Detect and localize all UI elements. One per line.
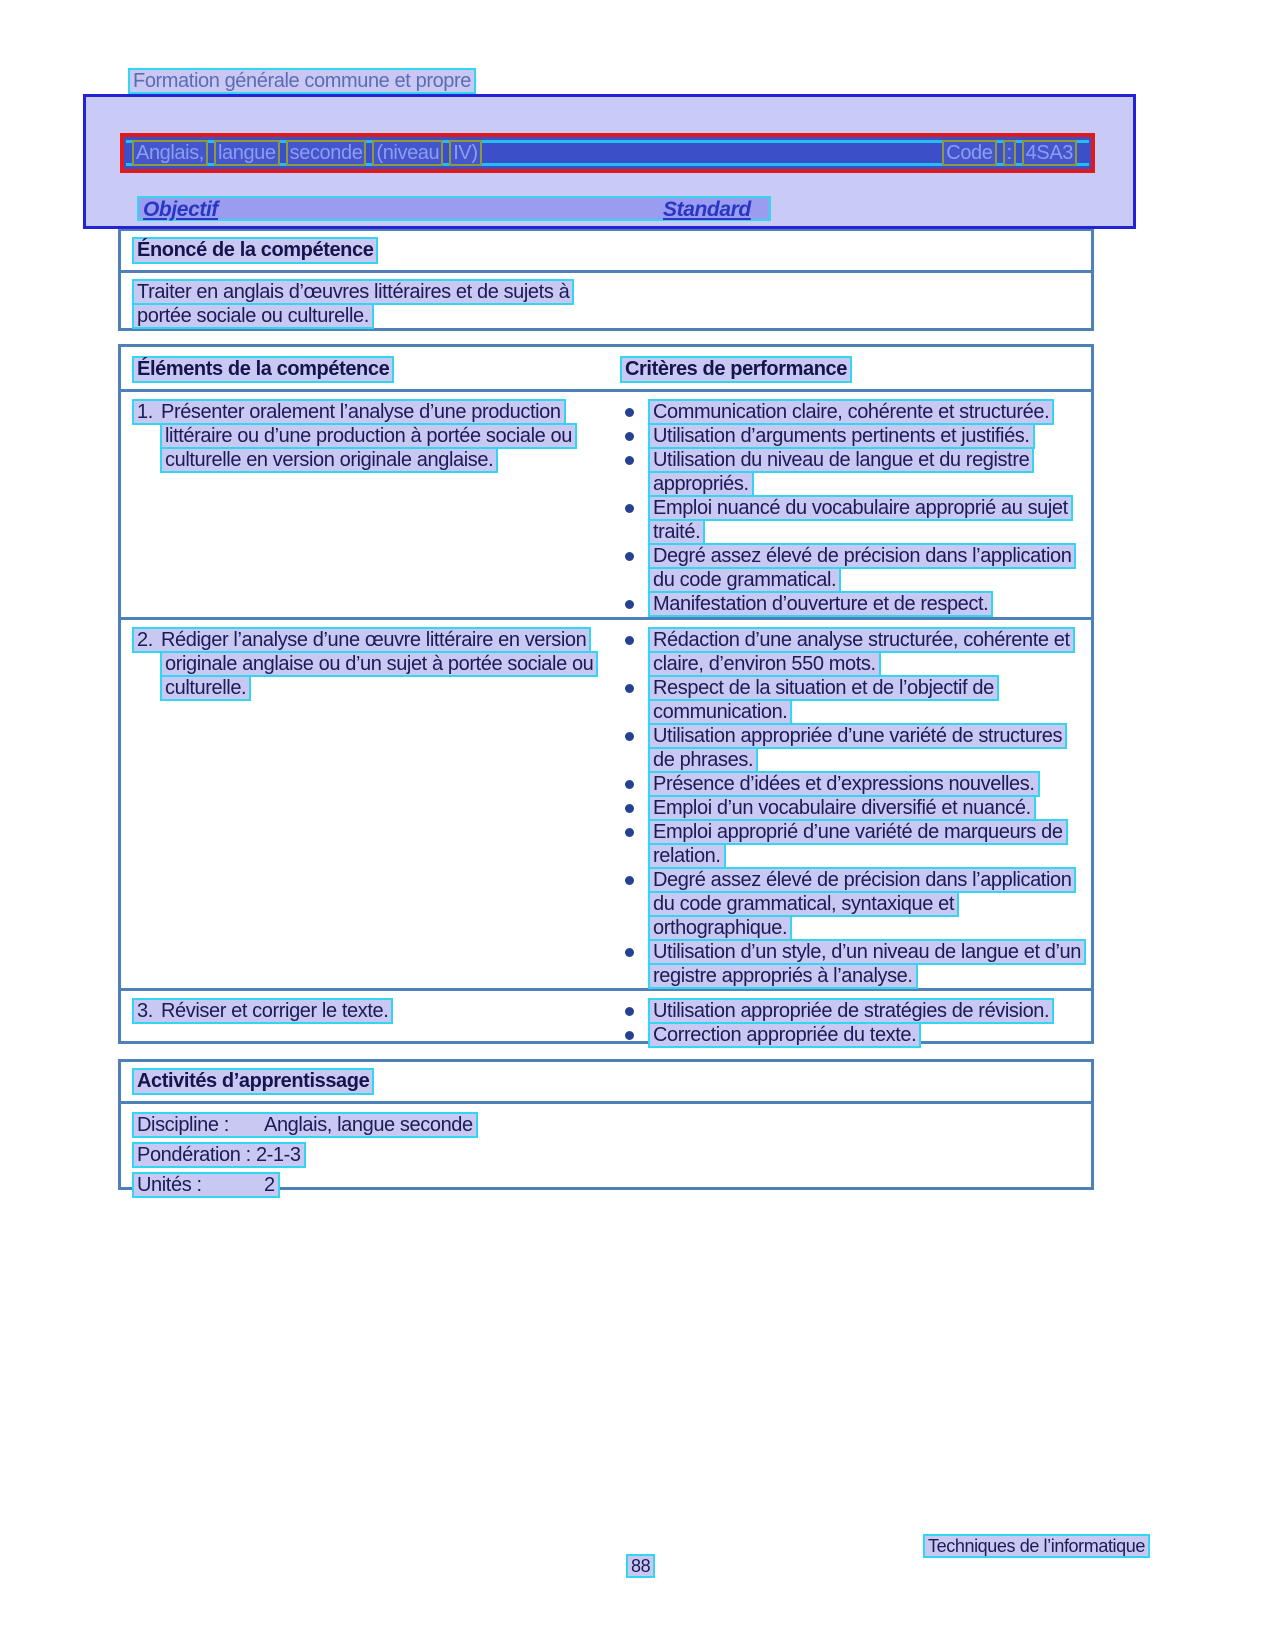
bullet-icon	[625, 408, 634, 417]
criterion: Degré assez élevé de précision dans l’application du code grammatical.	[625, 544, 1095, 592]
objectif-standard-row	[137, 196, 771, 221]
criterion: Communication claire, cohérente et structurée.	[625, 400, 1095, 424]
activites-body	[121, 1104, 1091, 1199]
bullet-icon	[625, 456, 634, 465]
discipline-value: Anglais, langue seconde	[264, 1114, 473, 1136]
criterion: Utilisation d’arguments pertinents et justifiés.	[625, 424, 1095, 448]
activites-title-row	[121, 1062, 1091, 1104]
activites-section	[118, 1059, 1094, 1196]
table-row	[121, 620, 1091, 991]
unites-line	[132, 1172, 1091, 1199]
ponderation-value: 2-1-3	[255, 1144, 301, 1166]
element-2	[132, 628, 620, 700]
bullet-icon	[625, 876, 634, 885]
bullet-icon	[625, 948, 634, 957]
criterion: Emploi nuancé du vocabulaire approprié au sujet traité.	[625, 496, 1095, 544]
standard-heading: Standard	[663, 198, 751, 221]
col-elements-header: Éléments de la compétence	[132, 356, 394, 383]
criteria-list	[625, 999, 1095, 1047]
element-number: 2.	[137, 629, 153, 651]
enonce-title: Énoncé de la compétence	[132, 237, 378, 264]
discipline-label: Discipline :	[137, 1114, 229, 1136]
course-code: Code : 4SA3	[942, 140, 1083, 166]
enonce-body	[121, 273, 1091, 328]
unites-value: 2	[264, 1174, 275, 1196]
criteria-list	[625, 628, 1095, 988]
bullet-icon	[625, 780, 634, 789]
element-number: 1.	[137, 401, 153, 423]
footer-program-name: Techniques de l’informatique	[923, 1536, 1150, 1557]
bullet-icon	[625, 432, 634, 441]
document-category-label	[128, 70, 476, 93]
course-title: Anglais, langue seconde (niveau IV)	[132, 140, 488, 166]
table-row	[121, 991, 1091, 1047]
criterion: Présence d’idées et d’expressions nouvelles.	[625, 772, 1095, 796]
criterion: Utilisation d’un style, d’un niveau de langue et d’un registre appropriés à l’analyse.	[625, 940, 1095, 988]
element-3	[132, 999, 620, 1023]
bullet-icon	[625, 1007, 634, 1016]
ponderation-line	[132, 1142, 1091, 1169]
bullet-icon	[625, 504, 634, 513]
bullet-icon	[625, 600, 634, 609]
criterion: Manifestation d’ouverture et de respect.	[625, 592, 1095, 616]
criterion: Emploi approprié d’une variété de marqueurs de relation.	[625, 820, 1095, 868]
criterion: Respect de la situation et de l’objectif de communication.	[625, 676, 1095, 724]
bullet-icon	[625, 828, 634, 837]
table-header-row	[121, 347, 1091, 392]
objectif-heading: Objectif	[143, 198, 218, 221]
element-number: 3.	[137, 1000, 153, 1022]
discipline-line	[132, 1112, 1091, 1139]
element-text: Rédiger l’analyse d’une œuvre littéraire en version originale anglaise ou d’un sujet à portée sociale ou culturelle.	[161, 629, 594, 699]
enonce-text: Traiter en anglais d’œuvres littéraires et de sujets à portée sociale ou culturelle.	[132, 279, 574, 329]
document-category-text: Formation générale commune et propre	[128, 68, 476, 94]
course-header-box	[83, 94, 1136, 229]
activites-title: Activités d’apprentissage	[132, 1068, 374, 1095]
criterion: Utilisation appropriée d’une variété de structures de phrases.	[625, 724, 1095, 772]
unites-label: Unités :	[137, 1174, 202, 1196]
competence-table	[118, 344, 1094, 1044]
criterion: Utilisation du niveau de langue et du registre appropriés.	[625, 448, 1095, 496]
criterion: Rédaction d’une analyse structurée, cohérente et claire, d’environ 550 mots.	[625, 628, 1095, 676]
bullet-icon	[625, 552, 634, 561]
enonce-section	[118, 228, 1094, 331]
table-row	[121, 392, 1091, 620]
bullet-icon	[625, 636, 634, 645]
page-number: 88	[626, 1556, 655, 1577]
criterion: Utilisation appropriée de stratégies de révision.	[625, 999, 1095, 1023]
criterion: Correction appropriée du texte.	[625, 1023, 1095, 1047]
bullet-icon	[625, 1031, 634, 1040]
criteria-list	[625, 400, 1095, 616]
criterion: Degré assez élevé de précision dans l’application du code grammatical, syntaxique et orthographique.	[625, 868, 1095, 940]
ponderation-label: Pondération :	[137, 1144, 251, 1166]
element-text: Présenter oralement l’analyse d’une production littéraire ou d’une production à portée sociale ou culturelle en version originale anglaise.	[161, 401, 572, 471]
element-text: Réviser et corriger le texte.	[161, 1000, 389, 1022]
enonce-title-row	[121, 231, 1091, 273]
bullet-icon	[625, 804, 634, 813]
col-criteres-header: Critères de performance	[620, 356, 852, 383]
course-title-banner	[120, 133, 1095, 173]
course-title-banner-line	[126, 140, 1089, 166]
element-1	[132, 400, 620, 472]
criterion: Emploi d’un vocabulaire diversifié et nuancé.	[625, 796, 1095, 820]
bullet-icon	[625, 732, 634, 741]
bullet-icon	[625, 684, 634, 693]
